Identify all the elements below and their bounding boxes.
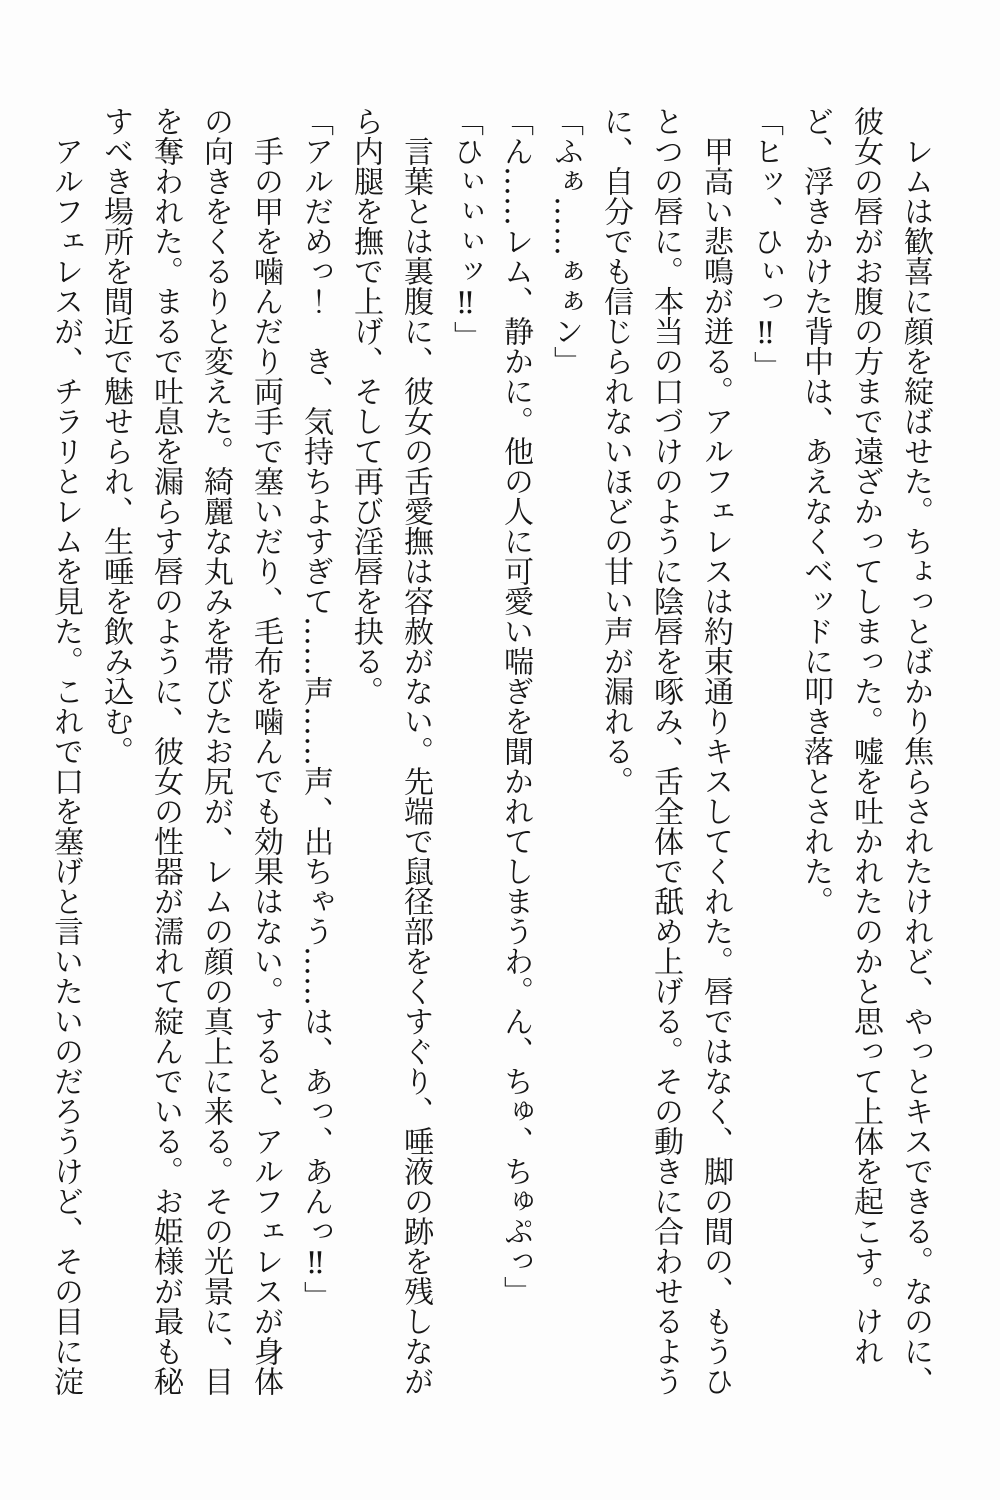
paragraph: 「アルだめっ！ き、気持ちよすぎて……声……声、出ちゃう……は、あっ、あんっ‼」 xyxy=(298,106,333,1311)
paragraph: 「ヒッ、ひぃっ‼」 xyxy=(748,106,783,381)
paragraph: 「ん……レム、静かに。他の人に可愛い喘ぎを聞かれてしまうわ。ん、ちゅ、ちゅぷっ」 xyxy=(498,106,533,1306)
paragraph: 「ひぃぃぃッ‼」 xyxy=(448,106,483,351)
paragraph: 言葉とは裏腹に、彼女の舌愛撫は容赦がない。先端で鼠径部をくすぐり、唾液の跡を残しながら内腿を撫で上げ、そして再び淫唇を抉る。 xyxy=(348,106,433,1396)
paragraph: 甲高い悲鳴が迸る。アルフェレスは約束通りキスしてくれた。唇ではなく、脚の間の、もうひとつの唇に。本当の口づけのように陰唇を啄み、舌全体で舐め上げる。その動きに合わせるように、自分でも信じられないほどの甘い声が漏れる。 xyxy=(598,106,733,1396)
paragraph: 「ふぁ……ぁぁン」 xyxy=(548,106,583,376)
paragraph: アルフェレスが、チラリとレムを見た。これで口を塞げと言いたいのだろうけど、その目に淀 xyxy=(48,106,83,1396)
paragraph: レムは歓喜に顔を綻ばせた。ちょっとばかり焦らされたけれど、やっとキスできる。なのに、彼女の唇がお腹の方まで遠ざかってしまった。嘘を吐かれたのかと思って上体を起こす。けれど、浮きかけた背中は、あえなくベッドに叩き落とされた。 xyxy=(798,106,933,1396)
paragraph: 手の甲を噛んだり両手で塞いだり、毛布を噛んでも効果はない。すると、アルフェレスが身体の向きをくるりと変えた。綺麗な丸みを帯びたお尻が、レムの顔の真上に来る。その光景に、目を奪われた。まるで吐息を漏らす唇のように、彼女の性器が濡れて綻んでいる。お姫様が最も秘すべき場所を間近で魅せられ、生唾を飲み込む。 xyxy=(98,106,283,1396)
